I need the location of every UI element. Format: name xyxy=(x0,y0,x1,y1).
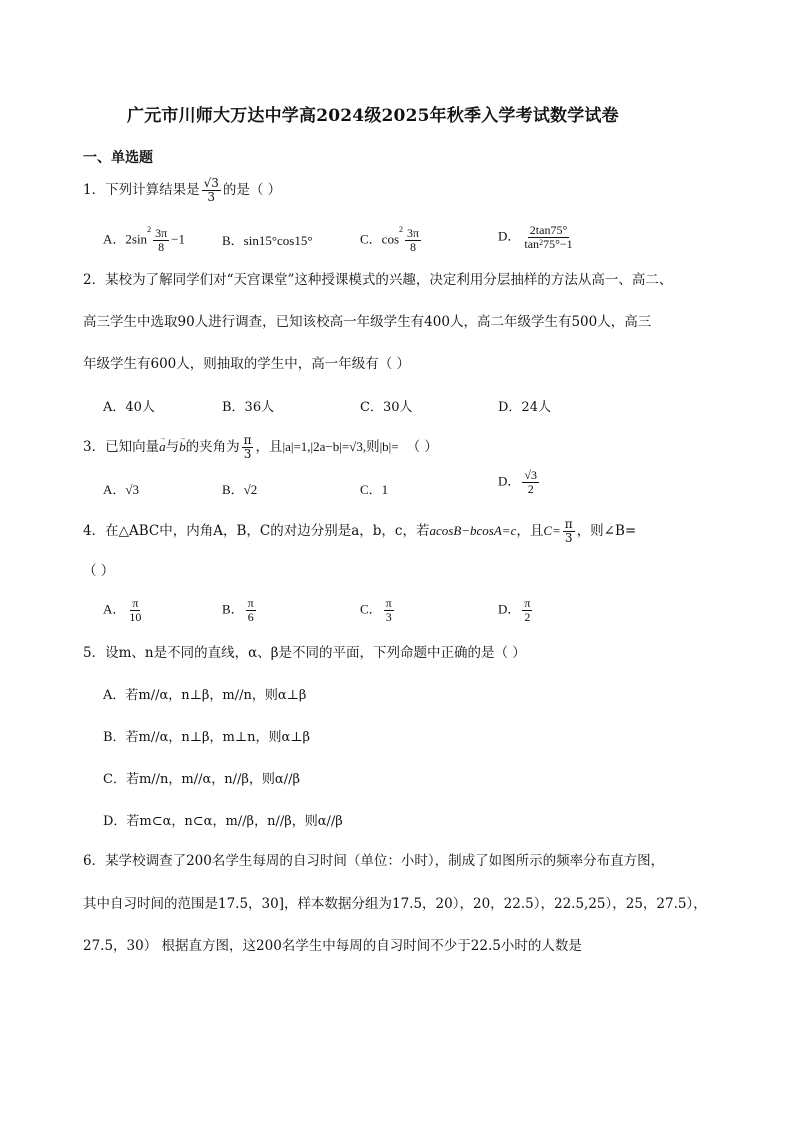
q2-option-c: C．30人 xyxy=(360,400,413,415)
q2-option-a: A．40人 xyxy=(103,400,155,415)
q1-option-d xyxy=(498,224,577,251)
q4-option-c xyxy=(360,597,396,624)
q1-stem-suffix: 的是（ ） xyxy=(222,182,282,198)
q4-c-num: π xyxy=(564,517,573,531)
section-heading: 一、单选题 xyxy=(83,150,153,166)
option-label: C． xyxy=(360,231,382,247)
q1-a-sup: 2 xyxy=(147,225,152,234)
q4-option-d xyxy=(498,597,534,624)
q4-option-b xyxy=(222,597,258,624)
q3-text-1: 3．已知向量 xyxy=(83,439,160,455)
q3-b-value: √2 xyxy=(243,482,258,497)
q3-condition-2: |2a−b|=√3, xyxy=(310,439,367,454)
option-label: D． xyxy=(498,473,521,489)
q1-a-func: 2sin xyxy=(125,231,148,247)
q1-a-den: 8 xyxy=(158,240,165,254)
q4-text-3: ，则∠B= xyxy=(576,523,637,539)
q3-text-4: ，且 xyxy=(255,439,283,455)
q1-frac-den: 3 xyxy=(207,190,216,204)
q1-c-sup: 2 xyxy=(399,225,404,234)
q1-c-den: 8 xyxy=(410,240,417,254)
q3-condition-1: |a|=1, xyxy=(282,439,311,454)
option-label: D． xyxy=(498,601,521,617)
q4-b-num: π xyxy=(247,596,254,610)
vector-a: → a xyxy=(159,437,166,457)
q3-text-2: 与 xyxy=(165,439,180,455)
q3-option-a xyxy=(103,479,139,498)
option-label: C． xyxy=(360,601,382,617)
q4-equation: acosB−bcosA=c xyxy=(429,523,517,538)
q1-a-post: −1 xyxy=(171,231,185,247)
option-label: B． xyxy=(222,482,244,497)
q4-text-1: 4．在△ABC中，内角A，B，C的对边分别是a，b，c，若 xyxy=(83,523,430,539)
q1-option-c xyxy=(360,227,423,254)
q5-option-b: B．若m//α，n⊥β，m⊥n，则α⊥β xyxy=(103,730,310,745)
q1-c-func: cos xyxy=(381,231,400,247)
q2-line-3: 年级学生有600人，则抽取的学生中，高一年级有（ ） xyxy=(83,356,411,372)
option-label: A． xyxy=(103,482,126,497)
q1-b-text: sin15°cos15° xyxy=(243,233,313,248)
q1-fraction xyxy=(202,177,221,204)
q2-line-2: 高三学生中选取90人进行调查，已知该校高一年级学生有400人，高二年级学生有500人，高三 xyxy=(83,314,652,330)
q3-option-b xyxy=(222,479,257,498)
q4-line-1 xyxy=(83,518,636,545)
q4-text-2: ，且 xyxy=(516,523,544,539)
q3-ask: |b|= xyxy=(379,439,399,454)
q3-option-d xyxy=(498,469,541,496)
question-1-stem xyxy=(83,177,281,204)
q1-frac-num: √3 xyxy=(203,176,219,190)
q3-d-den: 2 xyxy=(527,482,534,496)
q4-c-den: 3 xyxy=(385,610,392,624)
option-label: A． xyxy=(103,601,126,617)
q5-option-a: A．若m//α，n⊥β，m//n，则α⊥β xyxy=(103,688,307,703)
q3-a-value: √3 xyxy=(125,482,140,497)
q4-a-den: 10 xyxy=(129,610,142,624)
q4-b-den: 6 xyxy=(247,610,254,624)
q4-option-a xyxy=(103,597,145,624)
q2-option-b: B．36人 xyxy=(222,400,275,415)
q1-option-b xyxy=(222,230,313,249)
q4-a-num: π xyxy=(132,596,139,610)
q4-c-den: 3 xyxy=(564,531,573,545)
option-label: D． xyxy=(498,228,521,244)
q1-a-num: 3π xyxy=(155,226,168,240)
q1-option-a xyxy=(103,227,185,254)
q1-c-num: 3π xyxy=(407,226,420,240)
option-label: A． xyxy=(103,231,126,247)
option-label: B． xyxy=(222,233,244,248)
q3-text-3: 的夹角为 xyxy=(185,439,240,455)
q4-d-num: π xyxy=(524,596,531,610)
q1-stem-prefix: 1．下列计算结果是 xyxy=(83,182,200,198)
q2-line-1: 2．某校为了解同学们对“天宫课堂”这种授课模式的兴趣，决定利用分层抽样的方法从高一、高二、 xyxy=(83,272,673,288)
q3-d-num: √3 xyxy=(524,468,537,482)
page-title: 广元市川师大万达中学高2024级2025年秋季入学考试数学试卷 xyxy=(127,106,619,126)
q4-d-den: 2 xyxy=(524,610,531,624)
q4-c-num: π xyxy=(385,596,392,610)
option-label: B． xyxy=(222,601,244,617)
vector-b: → b xyxy=(179,437,186,457)
q3-text-5: 则 xyxy=(366,439,380,455)
q2-option-d: D．24人 xyxy=(498,400,551,415)
q5-stem: 5．设m、n是不同的直线，α、β是不同的平面，下列命题中正确的是（ ） xyxy=(83,645,526,661)
q1-d-den: $\tan^275^\circ-1$ xyxy=(524,237,573,251)
q5-option-c: C．若m//n，m//α，n//β，则α//β xyxy=(103,772,300,787)
q6-line-1: 6．某学校调查了200名学生每周的自习时间（单位：小时），制成了如图所示的频率分布直方图， xyxy=(83,853,665,869)
q3-option-c: C．1 xyxy=(360,482,389,497)
q5-option-d: D．若m⊂α，n⊂α，m//β，n//β，则α//β xyxy=(103,814,343,829)
q3-stem xyxy=(83,434,438,461)
q4-line-2: （ ） xyxy=(83,563,115,579)
q6-line-3: 27.5，30） 根据直方图，这200名学生中每周的自习时间不少于22.5小时的人数是 xyxy=(83,938,582,954)
q1-d-num: 2tan75° xyxy=(529,223,568,237)
q6-line-2: 其中自习时间的范围是17.5，30]，样本数据分组为17.5，20），20，22.5），22.5,25），25，27.5）， xyxy=(83,896,707,912)
q3-angle-den: 3 xyxy=(243,447,252,461)
q4-c-eq: C= xyxy=(543,523,561,538)
q3-paren: （ ） xyxy=(406,439,438,455)
q3-angle-num: π xyxy=(243,433,252,447)
